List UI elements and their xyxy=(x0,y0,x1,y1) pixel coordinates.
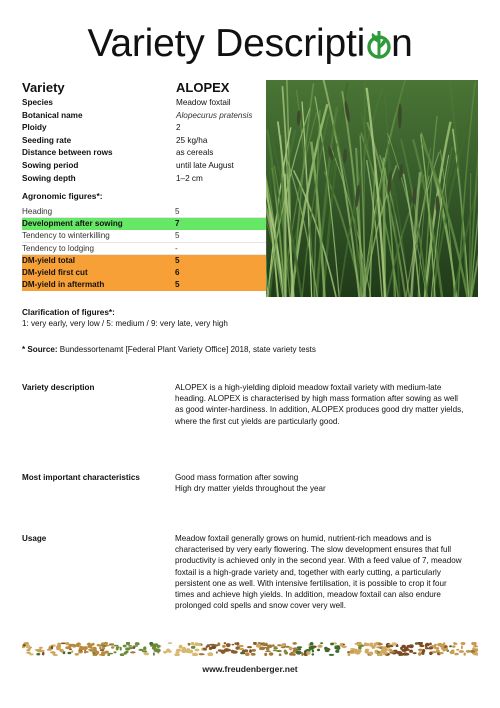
characteristic-item: High dry matter yields throughout the year xyxy=(175,484,326,494)
seed-grain xyxy=(142,650,148,652)
seed-grain xyxy=(374,643,377,647)
seed-grain xyxy=(301,652,303,656)
seed-grain xyxy=(310,642,314,646)
seed-grain xyxy=(126,642,130,645)
seed-grain xyxy=(397,652,403,655)
seed-grain xyxy=(429,643,432,646)
seed-grain xyxy=(445,648,448,652)
seed-grain xyxy=(263,644,268,646)
agro-row-lodging: Tendency to lodging - xyxy=(22,243,266,255)
seed-grain xyxy=(357,651,360,654)
seed-grain xyxy=(253,642,257,645)
clarification-title: Clarification of figures*: xyxy=(22,308,115,317)
seed-grain xyxy=(168,650,172,652)
seed-grain xyxy=(144,652,150,655)
agro-row-development-after-sowing: Development after sowing 7 xyxy=(22,218,266,230)
seed-grain xyxy=(84,651,89,653)
spec-row-distance-between-rows: Distance between rows as cereals xyxy=(22,148,214,158)
seed-grain xyxy=(329,654,334,656)
seed-grain xyxy=(42,652,44,655)
seed-grain xyxy=(281,644,286,647)
seed-grain xyxy=(168,642,172,644)
seed-grain xyxy=(389,649,393,652)
seed-grain xyxy=(109,643,114,645)
seed-grain xyxy=(120,647,122,651)
seed-grain xyxy=(226,643,231,646)
seed-grain xyxy=(350,648,355,650)
seed-grain xyxy=(235,647,240,649)
seed-grain xyxy=(264,653,267,656)
seed-grain xyxy=(419,645,424,647)
seed-grain xyxy=(153,652,155,655)
seed-grain xyxy=(101,651,106,654)
seed-grain xyxy=(234,642,237,645)
meadow-foxtail-photo xyxy=(266,80,478,297)
seed-grain xyxy=(403,652,408,656)
seed-grain xyxy=(65,642,69,645)
seed-grain xyxy=(456,649,459,651)
spec-row-ploidy: Ploidy 2 xyxy=(22,123,181,133)
seed-grain xyxy=(418,649,423,651)
seed-strip-decoration xyxy=(22,642,478,656)
seed-grain xyxy=(459,650,464,653)
seed-grain xyxy=(83,646,88,650)
seed-grain xyxy=(116,646,120,648)
seed-grain xyxy=(317,649,320,652)
seed-grain xyxy=(154,648,158,652)
seed-grain xyxy=(441,647,445,649)
seed-grain xyxy=(449,645,452,647)
seed-grain xyxy=(273,648,278,650)
seed-grain xyxy=(454,653,459,656)
seed-grain xyxy=(451,650,454,652)
seed-grain xyxy=(464,653,466,656)
seed-grain xyxy=(293,642,297,645)
seed-strip-illustration xyxy=(22,642,478,656)
seed-grain xyxy=(39,647,43,649)
seed-grain xyxy=(150,644,154,647)
seed-grain xyxy=(396,645,399,647)
seed-grain xyxy=(97,644,101,646)
seed-grain xyxy=(71,651,73,653)
seed-grain xyxy=(24,642,29,645)
seed-grain xyxy=(425,643,430,647)
seed-grain xyxy=(418,652,421,655)
seed-grain xyxy=(355,643,360,645)
seed-grain xyxy=(368,652,373,656)
seed-grain xyxy=(51,646,53,650)
seed-grain xyxy=(204,649,207,651)
agronomic-figures-table xyxy=(22,206,266,291)
seed-grain xyxy=(125,651,129,653)
seed-grain xyxy=(443,642,446,646)
variety-name: ALOPEX xyxy=(176,80,230,95)
seed-grain xyxy=(99,647,102,649)
seed-grain xyxy=(251,653,256,656)
spec-list xyxy=(22,97,262,185)
page-title xyxy=(0,22,500,72)
seed-grain xyxy=(461,645,463,649)
agro-row-winterkilling: Tendency to winterkilling 5 xyxy=(22,230,266,242)
seed-grain xyxy=(195,642,199,646)
seed-grain xyxy=(92,643,95,646)
seed-grain xyxy=(247,646,252,648)
seed-grain xyxy=(367,649,369,651)
seed-grain xyxy=(176,651,180,653)
seed-grain xyxy=(226,649,232,652)
spec-row-botanical-name: Botanical name Alopecurus pratensis xyxy=(22,110,253,120)
agro-row-dm-yield-first-cut: DM-yield first cut 6 xyxy=(22,267,266,279)
seed-grain xyxy=(67,652,71,654)
seed-grain xyxy=(216,651,218,654)
seed-grain xyxy=(56,645,61,649)
seed-grain xyxy=(400,647,403,650)
seed-grain xyxy=(163,651,167,654)
source-label: * Source: xyxy=(22,345,58,354)
seed-grain xyxy=(422,649,425,653)
grass-illustration xyxy=(266,80,478,297)
seed-grain xyxy=(188,643,191,646)
seed-grain xyxy=(78,651,82,654)
seed-grain xyxy=(207,652,213,656)
seed-grain xyxy=(342,645,347,648)
seed-grain xyxy=(312,653,315,655)
seed-grain xyxy=(435,651,437,653)
agronomic-figures-title: Agronomic figures*: xyxy=(22,191,103,201)
usage-label: Usage xyxy=(22,534,47,543)
seed-grain xyxy=(325,649,330,652)
seed-grain xyxy=(279,653,282,656)
seed-grain xyxy=(370,643,373,645)
seed-grain xyxy=(475,645,477,648)
seed-grain xyxy=(335,650,339,653)
seed-grain xyxy=(53,654,58,656)
seed-grain xyxy=(222,645,226,648)
seed-grain xyxy=(38,649,41,651)
characteristics-label: Most important characteristics xyxy=(22,473,140,482)
characteristics-text xyxy=(175,472,465,494)
source-text: Bundessortenamt [Federal Plant Variety Office] 2018, state variety tests xyxy=(59,345,316,354)
seed-grain xyxy=(429,652,432,656)
seed-grain xyxy=(217,642,220,646)
seed-grain xyxy=(461,642,466,645)
seed-grain xyxy=(75,653,79,656)
agro-row-heading: Heading 5 xyxy=(22,206,266,218)
seed-grain xyxy=(384,651,388,654)
seed-grain xyxy=(47,649,52,651)
seed-grain xyxy=(382,646,387,650)
seed-grain xyxy=(452,645,455,647)
seed-grain xyxy=(114,645,119,647)
characteristic-item: Good mass formation after sowing xyxy=(175,473,299,482)
seed-grain xyxy=(273,650,278,652)
seed-grain xyxy=(269,652,274,656)
seed-grain xyxy=(128,647,134,649)
seed-grain xyxy=(77,645,80,647)
seed-grain xyxy=(242,650,246,654)
variety-label: Variety xyxy=(22,80,65,95)
seed-grain xyxy=(133,645,138,647)
seed-grain xyxy=(120,653,125,656)
title-text-start: Variety Descripti xyxy=(87,22,366,65)
seed-grain xyxy=(26,649,30,651)
seed-grain xyxy=(267,644,272,648)
seed-grain xyxy=(470,650,475,653)
seed-grain xyxy=(63,652,66,655)
seed-grain xyxy=(87,645,92,648)
seed-grain xyxy=(281,646,286,648)
seed-grain xyxy=(378,643,383,645)
seed-grain xyxy=(220,650,226,654)
seed-grain xyxy=(130,651,136,653)
seed-grain xyxy=(320,642,323,644)
spec-row-sowing-period: Sowing period until late August xyxy=(22,160,234,170)
seed-grain xyxy=(453,642,455,644)
agro-row-dm-yield-total: DM-yield total 5 xyxy=(22,255,266,267)
seed-grain xyxy=(199,643,201,646)
variety-description-text: ALOPEX is a high-yielding diploid meadow foxtail variety with medium-late heading. ALOPEX is characterised by high mass formation after sowing as well as good winter-hardiness. In addition, ALOPEX produces good dry matter yields, where the first cut yields are particularly good. xyxy=(175,383,464,426)
seed-grain xyxy=(123,645,127,648)
seed-grain xyxy=(330,643,334,646)
seed-grain xyxy=(59,649,63,652)
seed-grain xyxy=(311,647,315,649)
seed-grain xyxy=(25,644,30,648)
seed-grain xyxy=(409,651,413,653)
seed-grain xyxy=(206,646,208,649)
seed-grain xyxy=(291,652,294,654)
seed-grain xyxy=(155,643,158,645)
seed-grain xyxy=(102,645,107,647)
variety-description-label: Variety description xyxy=(22,383,95,392)
seed-grain xyxy=(128,645,132,647)
seed-grain xyxy=(72,644,77,648)
seed-grain xyxy=(135,642,140,645)
seed-grain xyxy=(466,650,471,653)
seed-grain xyxy=(114,651,117,653)
seed-grain xyxy=(182,647,186,651)
seed-grain xyxy=(26,652,31,654)
spec-row-sowing-depth: Sowing depth 1–2 cm xyxy=(22,173,203,183)
seed-grain xyxy=(312,650,314,653)
spec-row-species: Species Meadow foxtail xyxy=(22,98,231,107)
title-text-end: n xyxy=(391,22,413,65)
seed-grain xyxy=(232,644,235,646)
seed-grain xyxy=(284,650,287,654)
seed-grain xyxy=(293,647,299,649)
seed-grain xyxy=(231,650,234,653)
seed-grain xyxy=(36,653,40,655)
usage-text: Meadow foxtail generally grows on humid, nutrient-rich meadows and is characterised by very early flowering. The slow development ensures that full productivity is achieved only in the second year. With a feed value of 7, meadow foxtail is a high-grade variety and, together with early cutting, a particularly persistent one as well. With intensive fertilisation, it is possible to crop it four times and achieve high yields. In addition, meadow foxtail can also endure prolonged cold spells and snow cover very well. xyxy=(175,534,462,611)
seed-grain xyxy=(427,648,432,650)
seed-grain xyxy=(174,653,180,656)
seed-grain xyxy=(289,647,293,651)
seed-grain xyxy=(437,643,443,647)
spec-row-seeding-rate: Seeding rate 25 kg/ha xyxy=(22,135,208,145)
seed-grain xyxy=(195,649,200,652)
freudenberger-logo-icon xyxy=(366,25,392,55)
seed-grain xyxy=(99,654,103,656)
seed-grain xyxy=(413,652,417,654)
foxtail-seed-head xyxy=(436,196,440,215)
seed-grain xyxy=(318,645,323,648)
seed-grain xyxy=(260,647,266,651)
seed-grain xyxy=(375,652,378,654)
seed-grain xyxy=(224,642,227,644)
seed-grain xyxy=(349,650,353,654)
seed-grain xyxy=(265,650,271,652)
agro-row-dm-yield-aftermath: DM-yield in aftermath 5 xyxy=(22,279,266,291)
seed-grain xyxy=(296,651,302,655)
seed-grain xyxy=(392,642,397,645)
clarification-text: 1: very early, very low / 5: medium / 9: very late, very high xyxy=(22,319,228,328)
seed-grain xyxy=(358,646,362,650)
seed-grain xyxy=(176,649,182,652)
source-note xyxy=(22,345,316,354)
seed-grain xyxy=(192,653,198,656)
seed-grain xyxy=(364,643,368,646)
seed-grain xyxy=(249,649,252,653)
seed-grain xyxy=(61,643,66,645)
seed-grain xyxy=(307,651,311,655)
seed-grain xyxy=(245,652,250,656)
seed-grain xyxy=(111,646,114,649)
seed-grain xyxy=(434,646,436,650)
seed-grain xyxy=(252,649,256,652)
seed-grain xyxy=(95,651,99,653)
seed-grain xyxy=(100,649,104,651)
seed-grain xyxy=(199,653,205,655)
seed-grain xyxy=(334,646,336,650)
seed-grain xyxy=(189,650,193,654)
seed-grain xyxy=(404,647,409,651)
website-url: www.freudenberger.net xyxy=(202,664,298,674)
seed-grain xyxy=(439,652,443,654)
seed-grain xyxy=(191,646,196,649)
seed-grain xyxy=(50,651,56,653)
seed-grain xyxy=(29,653,33,655)
